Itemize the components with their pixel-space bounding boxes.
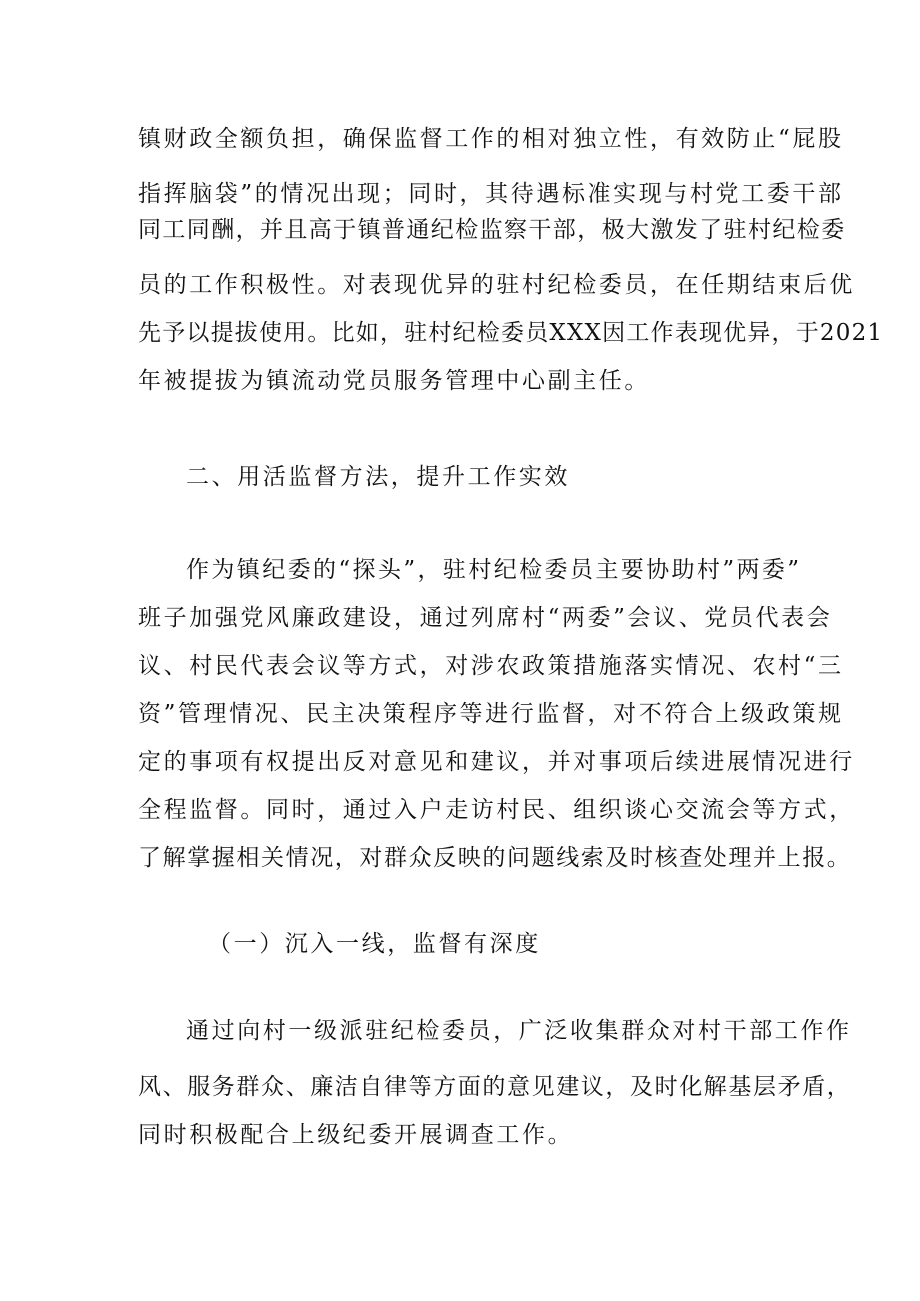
- paragraph-line: 了解掌握相关情况，对群众反映的问题线索及时核查处理并上报。: [138, 845, 852, 871]
- paragraph-line: 全程监督。同时，通过入户走访村民、组织谈心交流会等方式，: [138, 797, 855, 823]
- paragraph-line: 班子加强党风廉政建设，通过列席村“两委”会议、党员代表会: [138, 605, 833, 631]
- paragraph-line: 员的工作积极性。对表现优异的驻村纪检委员，在任期结束后优: [138, 272, 855, 298]
- section-heading: 二、用活监督方法，提升工作实效: [186, 464, 570, 490]
- paragraph-line: 资”管理情况、民主决策程序等进行监督，对不符合上级政策规: [138, 701, 844, 727]
- paragraph-line: 风、服务群众、廉洁自律等方面的意见建议，及时化解基层矛盾，: [138, 1074, 852, 1100]
- paragraph-line: 年被提拔为镇流动党员服务管理中心副主任。: [138, 368, 650, 394]
- subsection-heading: （一）沉入一线，监督有深度: [208, 931, 541, 957]
- paragraph-line: 同时积极配合上级纪委开展调查工作。: [138, 1122, 574, 1148]
- paragraph-line: 镇财政全额负担，确保监督工作的相对独立性，有效防止“屁股: [138, 126, 844, 152]
- paragraph-line: 作为镇纪委的“探头”，驻村纪检委员主要协助村”两委”: [186, 557, 802, 583]
- paragraph-line: 通过向村一级派驻纪检委员，广泛收集群众对村干部工作作: [186, 1018, 852, 1044]
- paragraph-line: 先予以提拔使用。比如，驻村纪检委员XXX因工作表现优异，于2021: [138, 320, 884, 346]
- paragraph-line: 定的事项有权提出反对意见和建议，并对事项后续进展情况进行: [138, 749, 855, 775]
- paragraph-line: 指挥脑袋”的情况出现；同时，其待遇标准实现与村党工委干部: [138, 181, 844, 207]
- paragraph-line: 同工同酬，并且高于镇普通纪检监察干部，极大激发了驻村纪检委: [138, 217, 846, 243]
- paragraph-line: 议、村民代表会议等方式，对涉农政策措施落实情况、农村“三: [138, 653, 844, 679]
